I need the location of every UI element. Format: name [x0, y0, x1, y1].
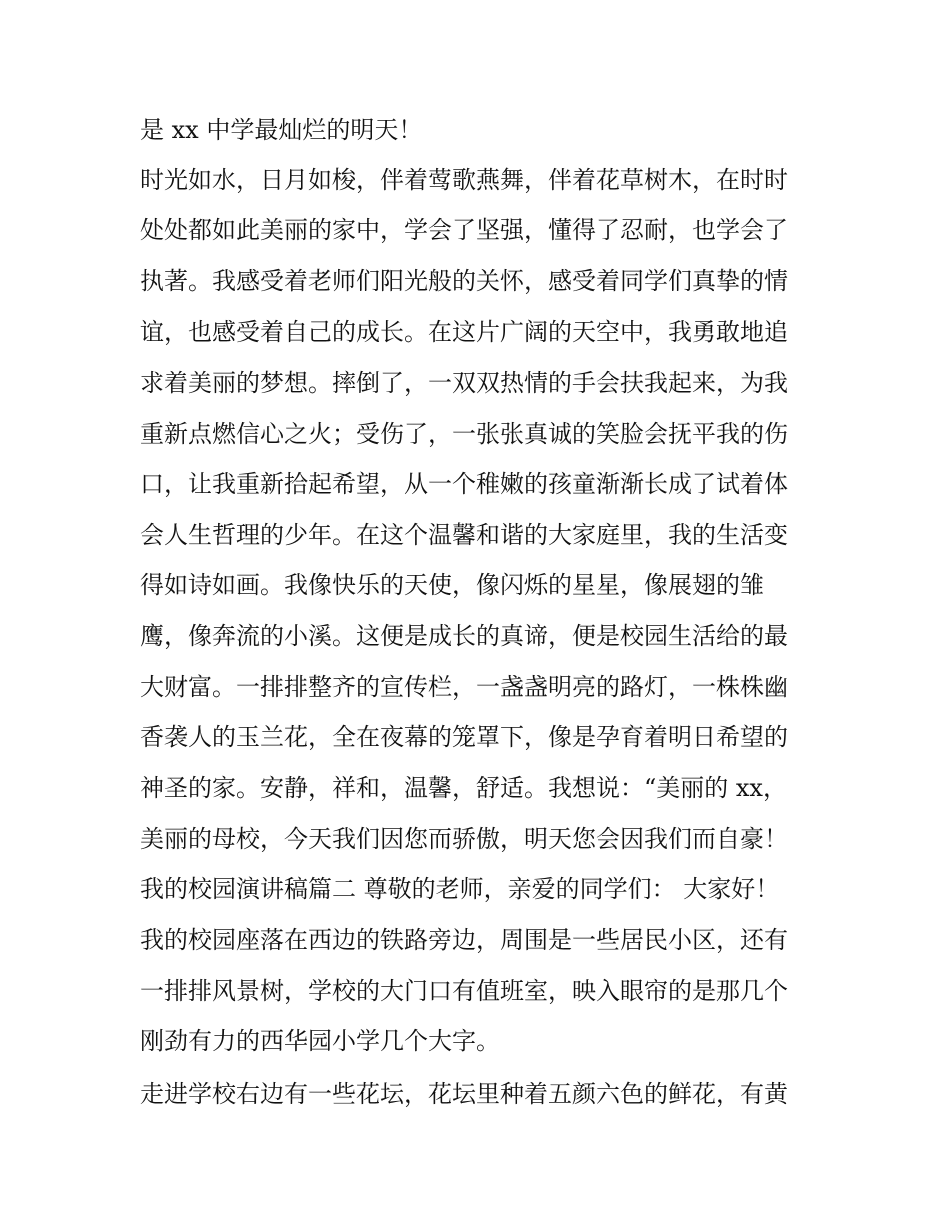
text-line: 美丽的母校，今天我们因您而骄傲，明天您会因我们而自豪！	[140, 825, 788, 853]
text-line: 时光如水，日月如梭，伴着莺歌燕舞，伴着花草树木，在时时	[140, 166, 788, 194]
text-line: 是 xx 中学最灿烂的明天！	[140, 116, 423, 144]
text-line: 求着美丽的梦想。摔倒了，一双双热情的手会扶我起来，为我	[140, 369, 788, 397]
text-line: 谊，也感受着自己的成长。在这片广阔的天空中，我勇敢地追	[140, 318, 788, 346]
text-line: 大财富。一排排整齐的宣传栏，一盏盏明亮的路灯，一株株幽	[140, 673, 788, 701]
text-line: 会人生哲理的少年。在这个温馨和谐的大家庭里，我的生活变	[140, 521, 788, 549]
text-line: 我的校园座落在西边的铁路旁边，周围是一些居民小区，还有	[140, 926, 788, 954]
text-line: 神圣的家。安静，祥和，温馨，舒适。我想说：“美丽的 xx，	[140, 774, 787, 802]
text-line: 香袭人的玉兰花，全在夜幕的笼罩下，像是孕育着明日希望的	[140, 723, 788, 751]
text-line: 刚劲有力的西华园小学几个大字。	[140, 1027, 500, 1055]
text-line: 口，让我重新拾起希望，从一个稚嫩的孩童渐渐长成了试着体	[140, 470, 788, 498]
text-line: 走进学校右边有一些花坛，花坛里种着五颜六色的鲜花，有黄	[140, 1080, 788, 1108]
text-line: 重新点燃信心之火；受伤了，一张张真诚的笑脸会抚平我的伤	[140, 420, 788, 448]
text-line: 我的校园演讲稿篇二 尊敬的老师，亲爱的同学们： 大家好！	[140, 875, 780, 903]
text-line: 处处都如此美丽的家中，学会了坚强，懂得了忍耐，也学会了	[140, 216, 788, 244]
text-line: 得如诗如画。我像快乐的天使，像闪烁的星星，像展翅的雏	[140, 571, 764, 599]
text-line: 鹰，像奔流的小溪。这便是成长的真谛，便是校园生活给的最	[140, 622, 788, 650]
text-line: 执著。我感受着老师们阳光般的关怀，感受着同学们真挚的情	[140, 267, 788, 295]
text-line: 一排排风景树，学校的大门口有值班室，映入眼帘的是那几个	[140, 977, 788, 1005]
